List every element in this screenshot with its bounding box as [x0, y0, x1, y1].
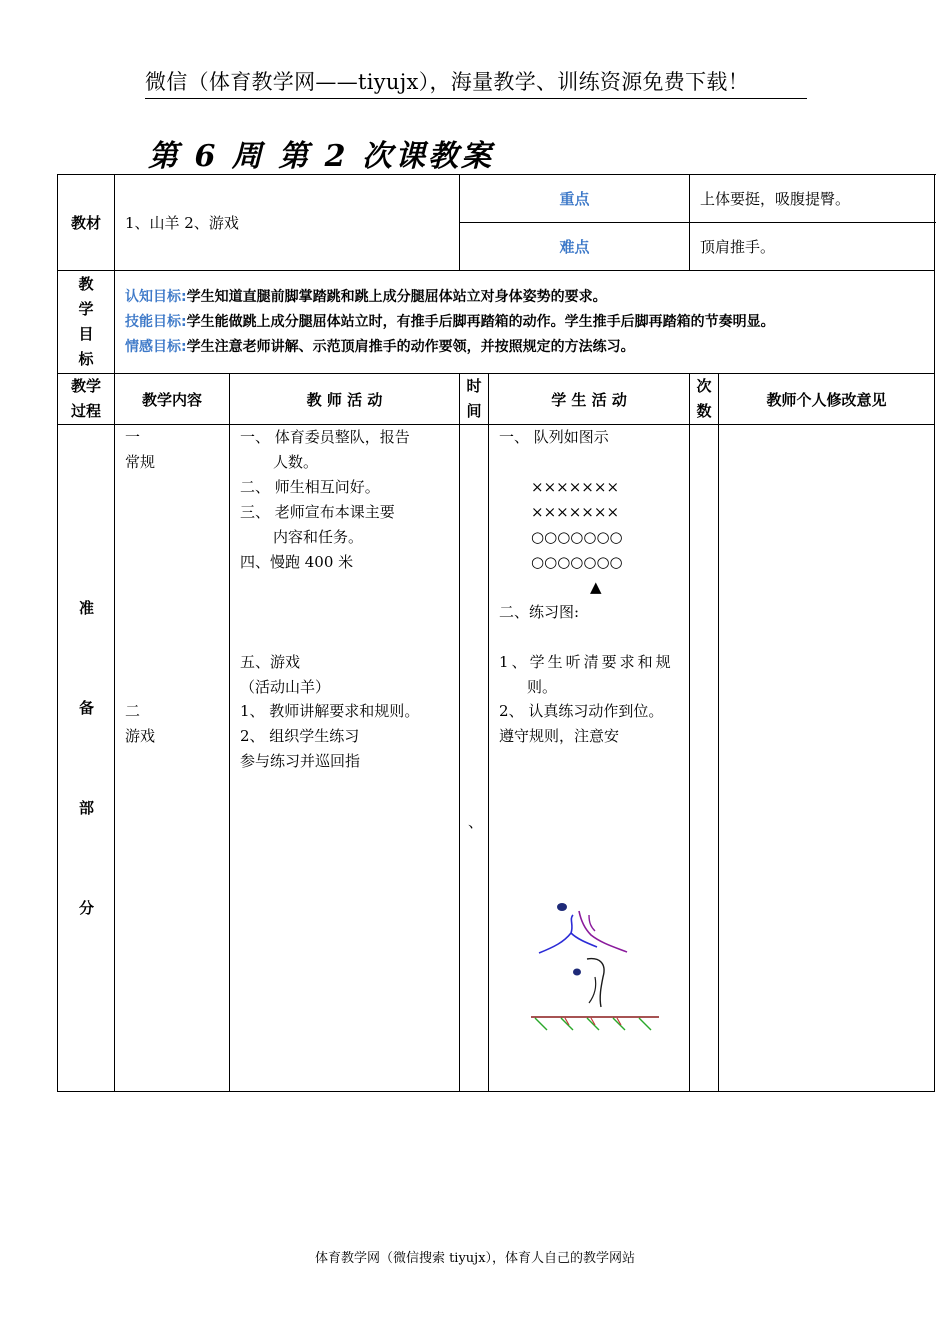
teacher-triangle-icon: ▲: [590, 578, 602, 596]
nandian-value: 顶肩推手。: [690, 223, 935, 271]
goal-cognitive: 认知目标:学生知道直腿前脚掌踏跳和跳上成分腿屈体站立对身体姿势的要求。: [125, 288, 607, 305]
goal-emotion: 情感目标:学生注意老师讲解、示范顶肩推手的动作要领，并按照规定的方法练习。: [125, 338, 635, 355]
jiaocai-label: 教材: [58, 175, 115, 271]
lesson-plan-table: [57, 174, 935, 1092]
nandian-label: 难点: [460, 223, 690, 271]
col-teacher: 教 师 活 动: [230, 374, 460, 425]
section-label: 准 备 部 分: [58, 425, 115, 1092]
vault-practice-figure: [529, 897, 669, 1042]
teacher-activity: 一、 体育委员整队，报告 人数。 二、 师生相互问好。 三、 老师宣布本课主要 内容和任务。 四、慢跑 400 米 五、游戏 （活动山羊） 1、 教师讲解要求和规则。 2、 组织学生练习 参与练习并巡回指: [230, 425, 460, 1092]
goals-list: [115, 271, 935, 374]
student-activity: 一、 队列如图示 ××××××× ××××××× ○○○○○○○ ○○○○○○○ ▲ 二、练习图: 1、学生听清要求和规 则。 2、 认真练习动作到位。 遵守规则，注意安: [489, 425, 690, 1092]
jiaocai-value: 1、山羊 2、游戏: [115, 175, 460, 271]
zhongdian-value: 上体要挺，吸腹提臀。: [690, 175, 935, 223]
section-content: 一 常规 二 游戏: [115, 425, 230, 1092]
col-student: 学 生 活 动: [489, 374, 690, 425]
time-cell: 、: [460, 425, 489, 1092]
col-content: 教学内容: [115, 374, 230, 425]
goals-label: 教 学 目 标: [58, 271, 115, 374]
goal-skill: 技能目标:学生能做跳上成分腿屈体站立时，有推手后脚再踏箱的动作。学生推手后脚再踏箱的节奏明显。: [125, 313, 775, 330]
col-process: 教学 过程: [58, 374, 115, 425]
col-time: 时 间: [460, 374, 489, 425]
formation-row-x1: ×××××××: [531, 478, 620, 496]
formation-row-o2: ○○○○○○○: [531, 553, 623, 571]
page-title: 第 6 周 第 2 次课教案: [148, 139, 494, 174]
figure-head-icon: [557, 903, 567, 911]
zhongdian-label: 重点: [460, 175, 690, 223]
formation-row-x2: ×××××××: [531, 503, 620, 521]
remarks-cell: [719, 425, 935, 1092]
count-cell: [690, 425, 719, 1092]
formation-row-o1: ○○○○○○○: [531, 528, 623, 546]
page-header: 微信（体育教学网——tiyujx），海量教学、训练资源免费下载！: [145, 66, 807, 99]
col-count: 次 数: [690, 374, 719, 425]
col-remarks: 教师个人修改意见: [719, 374, 935, 425]
page-footer: 体育教学网（微信搜索 tiyujx），体育人自己的教学网站: [314, 1251, 636, 1266]
